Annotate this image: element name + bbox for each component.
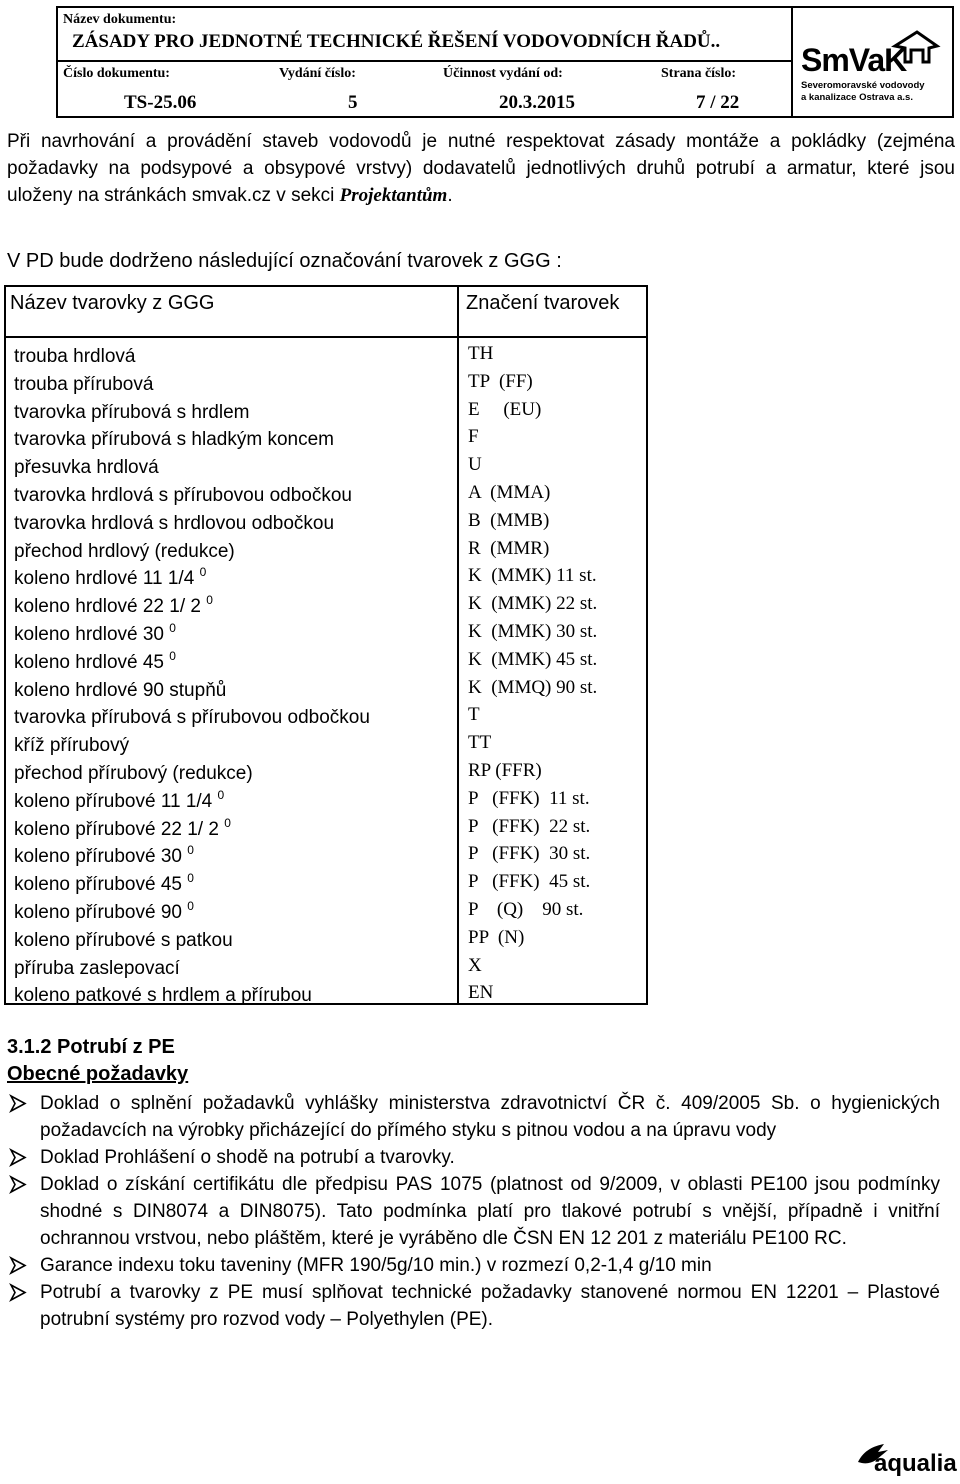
fitting-name-text: tvarovka hrdlová s přírubovou odbočkou [14,484,352,506]
fitting-code: K (MMQ) 90 st. [468,676,598,698]
fitting-name [14,649,176,674]
fitting-name-text: koleno hrdlové 45 [14,651,170,673]
table-row [14,899,644,927]
fitting-name-text: tvarovka přírubová s hrdlem [14,401,250,423]
fitting-name [14,899,194,924]
fitting-name [14,871,194,896]
table-row [14,621,644,649]
table-row [14,955,644,983]
fitting-name-text: kříž přírubový [14,735,130,757]
fitting-name-text: koleno hrdlové 22 1/ 2 [14,596,207,618]
fitting-code: B (MMB) [468,509,550,531]
degree-superscript: 0 [217,787,225,802]
fitting-name-text: koleno přírubové 11 1/4 [14,790,218,812]
fitting-name-text: přechod přírubový (redukce) [14,762,253,784]
fitting-name-text: tvarovka přírubová s hladkým koncem [14,429,334,451]
fitting-name [14,426,334,451]
logo-subtitle-1: Severomoravské vodovody [801,80,925,91]
fittings-table [4,285,648,1005]
document-header [56,6,954,118]
table-row [14,871,644,899]
table-header-divider [6,336,646,338]
table-row [14,927,644,955]
fitting-code: X [468,954,482,976]
smvak-logo [795,8,952,116]
fitting-name-text: koleno hrdlové 30 [14,623,170,645]
table-row [14,677,644,705]
degree-superscript: 0 [224,815,231,830]
table-row [14,649,644,677]
arrow-bullet-icon [7,1144,31,1171]
effective-label: Účinnost vydání od: [443,66,563,81]
fitting-name-text: koleno přírubové 45 [14,874,188,896]
degree-superscript: 0 [169,620,176,635]
fitting-code: P (FFK) 30 st. [468,843,591,865]
table-row [14,704,644,732]
issue-label: Vydání číslo: [279,66,356,81]
degree-superscript: 0 [187,871,194,886]
list-item-text: Doklad o získání certifikátu dle předpisu PAS 1075 (platnost od 9/2009, v oblasti PE100 jsou podmínky shodné s DIN8074 a DIN8075). Tato podmínka platí pro tlakové potrubí s vnější, případně i vnitřní ochrannou vrstvou, nebo pláštěm, které je vyráběno dle ČSN EN 12 201 z materiálu PE100 RC. [40,1174,940,1249]
degree-superscript: 0 [169,648,176,663]
fitting-code: K (MMK) 22 st. [468,593,598,615]
fitting-name-text: tvarovka hrdlová s hrdlovou odbočkou [14,512,335,534]
fitting-code: K (MMK) 11 st. [468,565,597,587]
effective-date: 20.3.2015 [499,92,575,113]
fitting-name-text: koleno hrdlové 90 stupňů [14,679,227,701]
projektantum-link[interactable]: Projektantům [339,185,448,206]
fitting-code: T [468,704,480,726]
fitting-code: P (Q) 90 st. [468,898,584,920]
fitting-name [14,621,176,646]
fitting-name-text: koleno přírubové s patkou [14,929,233,951]
page-label: Strana číslo: [661,66,737,81]
table-row [14,843,644,871]
fitting-name-text: příruba zaslepovací [14,957,180,979]
fitting-code: TH [468,343,494,364]
degree-superscript: 0 [199,565,207,580]
fitting-name-text: koleno patkové s hrdlem a přírubou [14,985,312,1007]
fitting-name-text: koleno přírubové 30 [14,846,188,868]
fitting-code: P (FFK) 11 st. [468,787,590,809]
fitting-name [14,677,226,702]
table-row [14,565,644,593]
table-header-name: Název tvarovky z GGG [10,292,215,314]
aqualia-logo [852,1440,956,1480]
arrow-bullet-icon [7,1171,31,1198]
fitting-code: P (FFK) 45 st. [468,871,591,893]
intro-paragraph [7,128,955,209]
docnum-label: Číslo dokumentu: [63,66,170,81]
fitting-name [14,732,129,757]
fitting-name [14,927,233,952]
document-number: TS-25.06 [124,92,197,113]
logo-brand: SmVaK [801,42,907,78]
table-body [14,343,644,1010]
fitting-name [14,343,135,368]
fitting-name [14,565,206,590]
list-item [0,1171,940,1252]
degree-superscript: 0 [187,898,194,913]
list-item-text: Doklad o splnění požadavků vyhlášky ministerstva zdravotnictví ČR č. 409/2005 Sb. o hygienických požadavcích na výrobky přicházející do přímého styku s pitnou vodou a na úpravu vody [40,1093,940,1141]
list-item [0,1144,940,1171]
arrow-bullet-icon [7,1252,31,1279]
fitting-code: A (MMA) [468,481,551,503]
fitting-name [14,482,352,507]
table-row [14,482,644,510]
list-item [0,1279,940,1333]
list-item-text: Potrubí a tvarovky z PE musí splňovat technické požadavky stanovené normou EN 12201 – Plastové potrubní systémy pro rozvod vody – Polyethylen (PE). [40,1282,940,1330]
table-row [14,982,644,1010]
table-row [14,538,644,566]
fitting-code: E (EU) [468,398,542,420]
fitting-name [14,843,194,868]
fitting-code: K (MMK) 30 st. [468,620,598,642]
fitting-name-text: trouba hrdlová [14,346,136,367]
fitting-name [14,816,231,841]
table-row [14,732,644,760]
arrow-bullet-icon [7,1090,31,1117]
table-row [14,454,644,482]
fitting-code: PP (N) [468,926,525,948]
table-row [14,426,644,454]
fitting-name [14,593,213,618]
table-row [14,343,644,371]
fitting-name [14,538,235,563]
fitting-name-text: trouba přírubová [14,373,154,395]
fitting-code: U [468,454,482,476]
degree-superscript: 0 [187,843,194,858]
intro-text: Při navrhování a provádění staveb vodovodů je nutné respektovat zásady montáže a pokládky (zejména požadavky na podsypové a obsypové vrstvy) dodavatelů jednotlivých druhů potrubí a armatur, které jsou uloženy na stránkách smvak.cz v sekci [7,131,955,206]
fitting-name-text: přechod hrdlový (redukce) [14,540,235,562]
fitting-name [14,399,250,424]
fitting-name [14,788,224,813]
fitting-name [14,454,159,479]
list-item-text: Doklad Prohlášení o shodě na potrubí a tvarovky. [40,1147,455,1168]
section-subheading: Obecné požadavky [7,1063,189,1085]
table-row [14,788,644,816]
header-info [58,8,793,116]
fitting-name [14,760,253,785]
fitting-code: K (MMK) 45 st. [468,648,598,670]
fitting-code: R (MMR) [468,537,550,559]
aqualia-wordmark: aqualia [874,1450,957,1477]
fitting-code: TT [468,732,492,754]
docname-label: Název dokumentu: [63,12,177,27]
table-row [14,593,644,621]
table-row [14,371,644,399]
fitting-name-text: koleno přírubové 90 [14,901,188,923]
fitting-name-text: tvarovka přírubová s přírubovou odbočkou [14,707,370,729]
table-header-code: Značení tvarovek [466,292,620,314]
requirements-list [0,1090,940,1333]
table-row [14,510,644,538]
issue-number: 5 [348,92,358,113]
fitting-code: RP (FFR) [468,759,542,781]
fitting-name-text: koleno přírubové 22 1/ 2 [14,818,225,840]
intro-end: . [447,185,453,206]
logo-subtitle-2: a kanalizace Ostrava a.s. [801,92,913,103]
list-item [0,1252,940,1279]
list-item-text: Garance indexu toku taveniny (MFR 190/5g/10 min.) v rozmezí 0,2-1,4 g/10 min [40,1255,712,1276]
lead-sentence: V PD bude dodrženo následující označování tvarovek z GGG : [7,250,562,272]
arrow-bullet-icon [7,1279,31,1306]
table-row [14,399,644,427]
fitting-name-text: přesuvka hrdlová [14,457,159,479]
fitting-code: TP (FF) [468,370,533,392]
fitting-name [14,982,312,1007]
section-heading: 3.1.2 Potrubí z PE [7,1036,175,1058]
fitting-name [14,704,370,729]
page-number: 7 / 22 [696,92,740,113]
fitting-name [14,510,334,535]
degree-superscript: 0 [206,593,213,608]
fitting-code: F [468,426,479,448]
fitting-name [14,955,180,980]
fitting-code: EN [468,982,494,1004]
table-row [14,760,644,788]
fitting-code: P (FFK) 22 st. [468,815,591,837]
list-item [0,1090,940,1144]
header-divider [58,60,791,62]
document-name: ZÁSADY PRO JEDNOTNÉ TECHNICKÉ ŘEŠENÍ VODOVODNÍCH ŘADŮ.. [72,31,721,52]
table-row [14,816,644,844]
fitting-name-text: koleno hrdlové 11 1/4 [14,568,200,590]
fitting-name [14,371,153,396]
